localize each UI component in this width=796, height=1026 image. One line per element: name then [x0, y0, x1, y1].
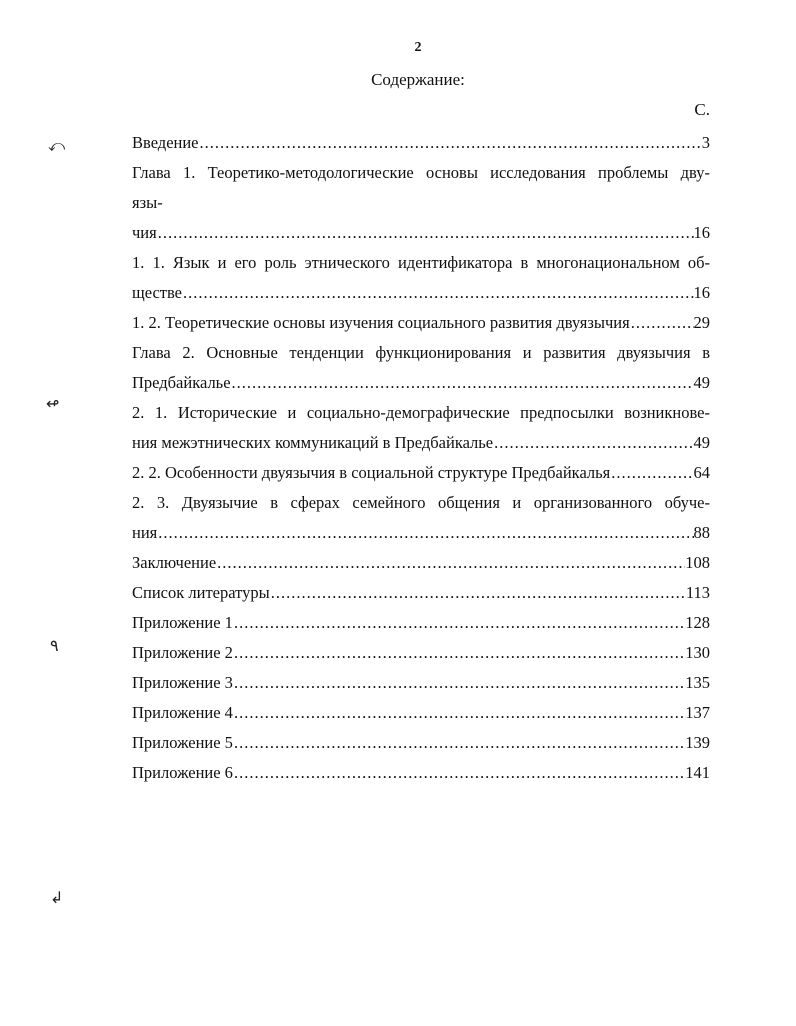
toc-entry-page: 141	[685, 763, 710, 782]
leader-dots	[233, 758, 685, 788]
toc-entry-section-2-2[interactable]	[132, 458, 710, 488]
leader-dots	[233, 638, 685, 668]
toc-entry-section-2-3-line: 2. 3. Двуязычие в сферах семейного общения и организованного обуче-	[132, 493, 710, 512]
toc-entry-chapter1[interactable]	[132, 218, 710, 248]
toc-entry-appendix-4[interactable]	[132, 698, 710, 728]
toc-entry-section-1-1-line: 1. 1. Язык и его роль этнического идентификатора в многонациональном об-	[132, 253, 710, 272]
toc-entry-label: Приложение 1	[132, 613, 233, 632]
leader-dots	[233, 668, 685, 698]
toc-entry-label: ния межэтнических коммуникаций в Предбайкалье	[132, 433, 494, 452]
leader-dots	[610, 458, 693, 488]
toc-entry-appendix-2[interactable]	[132, 638, 710, 668]
toc-entry-label: чия	[132, 223, 157, 242]
toc-entry-label: Приложение 2	[132, 643, 233, 662]
toc-entry-label: Приложение 4	[132, 703, 233, 722]
toc-entry-page: 139	[685, 733, 710, 752]
leader-dots	[231, 368, 694, 398]
toc-entry-page: 3	[701, 133, 710, 152]
toc-entry-label: 2. 2. Особенности двуязычия в социальной структуре Предбайкалья	[132, 463, 611, 482]
toc-entry-appendix-1[interactable]	[132, 608, 710, 638]
toc-entry-conclusion[interactable]	[132, 548, 710, 578]
scan-mark-icon: ↫	[46, 394, 60, 413]
leader-dots	[493, 428, 693, 458]
toc-entry-page: 16	[693, 283, 710, 302]
page-title: Содержание:	[371, 70, 465, 89]
toc-entry-label: Приложение 3	[132, 673, 233, 692]
toc-entry-introduction[interactable]	[132, 128, 710, 158]
toc-entry-label: Предбайкалье	[132, 373, 231, 392]
leader-dots	[233, 608, 685, 638]
toc-entry-page: 137	[685, 703, 710, 722]
toc-entry-page: 29	[693, 313, 710, 332]
toc-entry-label: Введение	[132, 133, 199, 152]
scan-mark-icon: ↲	[50, 888, 64, 907]
toc-entry-appendix-6[interactable]	[132, 758, 710, 788]
leader-dots	[216, 548, 685, 578]
toc-entry-chapter2-line: Глава 2. Основные тенденции функционирования и развития двуязычия в	[132, 343, 710, 362]
scan-mark-icon: ٩	[50, 636, 59, 655]
toc-entry-page: 130	[685, 643, 710, 662]
toc-entry-label: ществе	[132, 283, 182, 302]
toc-entry-page: 64	[693, 463, 710, 482]
toc-entry-section-2-3[interactable]	[132, 518, 710, 548]
toc-entry-references[interactable]	[132, 578, 710, 608]
scan-mark-icon: ⤺	[48, 136, 66, 155]
leader-dots	[157, 518, 693, 548]
toc-entry-page: 113	[685, 583, 710, 602]
toc-entry-section-2-1[interactable]	[132, 428, 710, 458]
leader-dots	[199, 128, 702, 158]
toc-entry-page: 108	[685, 553, 710, 572]
leader-dots	[270, 578, 686, 608]
toc-entry-chapter1-line: язы-	[132, 193, 163, 212]
page-column-label: С.	[694, 100, 710, 119]
toc-entry-appendix-5[interactable]	[132, 728, 710, 758]
toc-entry-chapter2[interactable]	[132, 368, 710, 398]
toc-entry-page: 88	[693, 523, 710, 542]
toc-entry-section-2-1-line: 2. 1. Исторические и социально-демографические предпосылки возникнове-	[132, 403, 710, 422]
leader-dots	[157, 218, 694, 248]
page-number: 2	[414, 40, 422, 55]
toc-entry-page: 128	[685, 613, 710, 632]
toc-entry-label: ния	[132, 523, 158, 542]
toc-entry-page: 135	[685, 673, 710, 692]
toc-entry-label: Приложение 5	[132, 733, 233, 752]
leader-dots	[233, 698, 685, 728]
toc-entry-appendix-3[interactable]	[132, 668, 710, 698]
toc-entry-section-1-1[interactable]	[132, 278, 710, 308]
toc-entry-page: 49	[693, 433, 710, 452]
toc-entry-label: Заключение	[132, 553, 217, 572]
toc-entry-page: 16	[693, 223, 710, 242]
leader-dots	[233, 728, 685, 758]
toc-entry-label: Список литературы	[132, 583, 270, 602]
toc-entry-section-1-2[interactable]	[132, 308, 710, 338]
leader-dots	[182, 278, 694, 308]
toc-entry-chapter1-line: Глава 1. Теоретико-методологические основы исследования проблемы дву-	[132, 163, 710, 182]
toc-entry-label: 1. 2. Теоретические основы изучения социального развития двуязычия	[132, 313, 630, 332]
toc-entry-page: 49	[693, 373, 710, 392]
toc-entry-label: Приложение 6	[132, 763, 233, 782]
leader-dots	[630, 308, 694, 338]
table-of-contents	[132, 128, 710, 788]
